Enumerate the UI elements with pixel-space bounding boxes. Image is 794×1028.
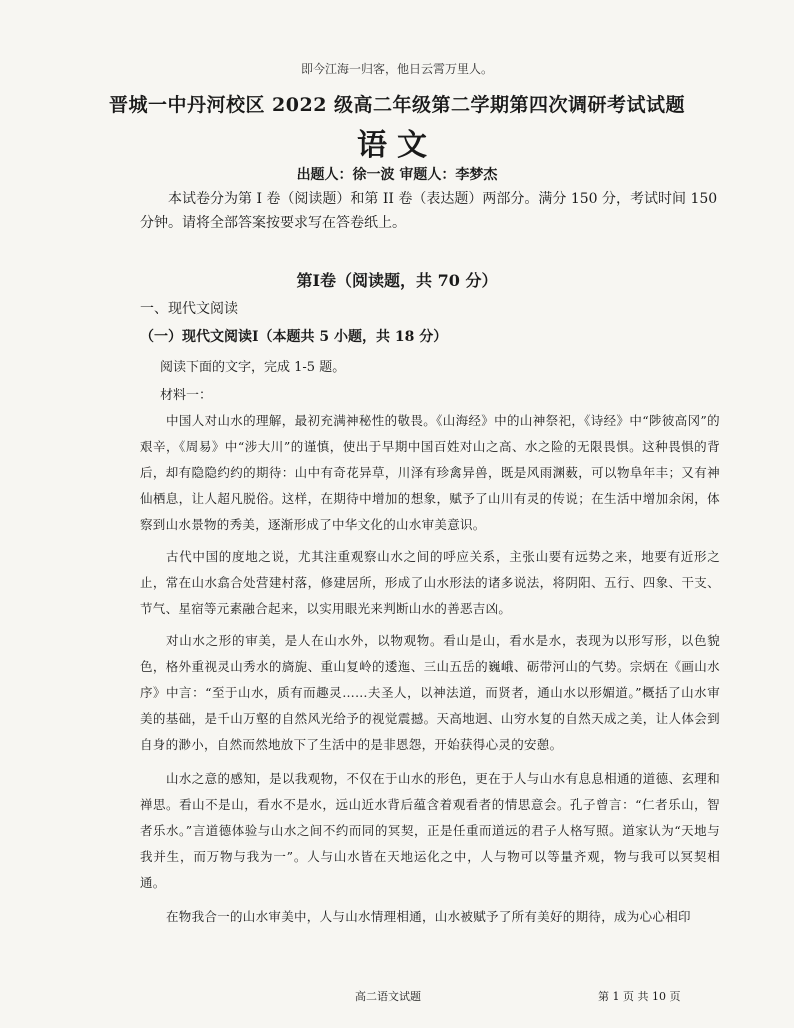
footer-page-number: 第 1 页 共 10 页 [598, 990, 681, 1003]
part-heading: 第Ⅰ卷（阅读题，共 70 分） [296, 271, 498, 290]
exam-title: 晋城一中丹河校区 2022 级高二年级第二学期第四次调研考试试题 [108, 94, 686, 116]
paragraph-3: 对山水之形的审美，是人在山水外，以物观物。看山是山，看水是水，表现为以形写形，以色貌色，格外重视灵山秀水的旖旎、重山复岭的逶迤、三山五岳的巍峨、砺带河山的气势。宗炳在《画山水序》中言：“至于山水，质有而趣灵……夫圣人，以神法道，而贤者，通山水以形媚道。”概括了山水审美的基础，是千山万壑的自然风光给予的视觉震撼。天高地迥、山穷水复的自然天成之美，让人体会到自身的渺小，自然而然地放下了生活中的是非恩怨，开始获得心灵的安憩。 [140, 633, 720, 752]
paragraph-1: 中国人对山水的理解，最初充满神秘性的敬畏。《山海经》中的山神祭祀，《诗经》中“陟彼高冈”的艰辛，《周易》中“涉大川”的谨慎，使出于早期中国百姓对山之高、水之险的无限畏惧。这种畏惧的背后，却有隐隐约约的期待：山中有奇花异草，川泽有珍禽异兽，既是风雨渊薮，可以物阜年丰；又有神仙栖息，让人超凡脱俗。这样，在期待中增加的想象，赋予了山川有灵的传说；在生活中增加余闲，体察到山水景物的秀美，逐渐形成了中华文化的山水审美意识。 [140, 413, 720, 532]
paragraph-5: 在物我合一的山水审美中，人与山水情理相通，山水被赋予了所有美好的期待，成为心心相印 [166, 909, 691, 924]
instruction: 阅读下面的文字，完成 1-5 题。 [160, 360, 346, 375]
material-label: 材料一： [160, 388, 213, 403]
author-line: 出题人：徐一波 审题人：李梦杰 [296, 167, 498, 183]
motto: 即今江海一归客，他日云霄万里人。 [300, 62, 493, 76]
subject-title: 语文 [357, 128, 437, 163]
subsection-heading: （一）现代文阅读Ⅰ（本题共 5 小题，共 18 分） [140, 329, 448, 345]
exam-intro: 本试卷分为第 I 卷（阅读题）和第 II 卷（表达题）两部分。满分 150 分，考试时间 150 分钟。请将全部答案按要求写在答卷纸上。 [140, 191, 718, 231]
footer-subject: 高二语文试题 [355, 990, 421, 1003]
section-heading: 一、现代文阅读 [140, 301, 238, 317]
paragraph-4: 山水之意的感知，是以我观物，不仅在于山水的形色，更在于人与山水有息息相通的道德、玄理和禅思。看山不是山，看水不是水，远山近水背后蕴含着观看者的情思意会。孔子曾言：“仁者乐山，智者乐水。”言道德体验与山水之间不约而同的冥契，正是任重而道远的君子人格写照。道家认为“天地与我并生，而万物与我为一”。人与山水皆在天地运化之中，人与物可以等量齐观，物与我可以冥契相通。 [140, 771, 720, 890]
paragraph-2: 古代中国的度地之说，尤其注重观察山水之间的呼应关系，主张山要有远势之来，地要有近形之止，常在山水翕合处营建村落，修建居所，形成了山水形法的诸多说法，将阴阳、五行、四象、干支、节气、星宿等元素融合起来，以实用眼光来判断山水的善恶吉凶。 [140, 549, 720, 616]
